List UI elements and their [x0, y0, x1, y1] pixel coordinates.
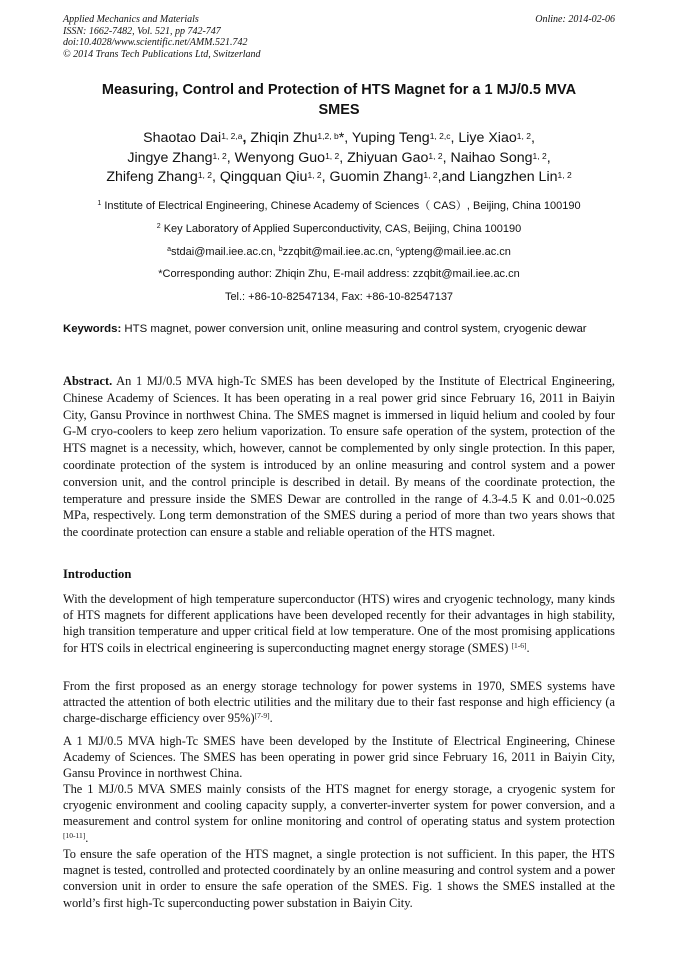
author-name: Yuping Teng: [351, 130, 430, 146]
copyright-line: © 2014 Trans Tech Publications Ltd, Switzerland: [63, 48, 261, 60]
author-name: Liangzhen Lin: [469, 169, 558, 185]
online-date: Online: 2014-02-06: [535, 14, 615, 25]
author-sep: ,and: [437, 169, 470, 185]
author-name: Jingye Zhang: [127, 149, 213, 166]
abstract-text: An 1 MJ/0.5 MVA high-Tc SMES has been developed by the Institute of Electrical Engineering, Chinese Academy of Sciences. It has been operating in a real power grid since February 16, 2011 in Baiyin City, Gansu Province in northwest China. The SMES magnet is immersed in liquid helium and cooled by four G-M cryo-coolers to keep zero helium vaporization. To ensure safe operation of the system, protection of the HTS magnet is a necessity, which, however, cannot be complemented by only single protection. In this paper, coordinate protection of the system is introduced by an online measuring and control system and a power conversion unit, and the control principle is described in detail. By means of the coordinate protection, the temperature and pressure inside the SMES Dewar are controlled in the range of 4.3-4.5 K and 0.01~0.025 MPa, respectively. Long term demonstration of the SMES during a period of more than two years shows that the coordinate protection can ensure a stable and reliable operation of the HTS magnet.: [63, 374, 615, 540]
intro-paragraph-1: [63, 591, 615, 656]
abstract-label: Abstract.: [63, 374, 113, 388]
intro-paragraph-3: A 1 MJ/0.5 MVA high-Tc SMES have been developed by the Institute of Electrical Engineering, Chinese Academy of Sciences. The SMES has been operating in power grid since February 16, 2011 in Baiyin City, Gansu Province in northwest China.: [63, 734, 615, 781]
author-name: Qingquan Qiu: [219, 169, 308, 185]
intro-paragraph-5: To ensure the safe operation of the HTS magnet, a single protection is not sufficient. In this paper, the HTS magnet is tested, controlled and protected coordinately by an online measuring and control system and a power conversion unit in order to ensure the safe operation of the SMES. Fig. 1 shows the SMES installed at the world’s first high-Tc superconducting power substation in Baiyin City.: [63, 847, 615, 910]
author-sep: ,: [546, 149, 551, 166]
doi-line: doi:10.4028/www.scientific.net/AMM.521.742: [63, 37, 248, 48]
section-heading-introduction: Introduction: [63, 567, 132, 581]
author-sep: ,: [450, 130, 459, 146]
author-affil-sup: 1,2, b: [317, 131, 339, 141]
author-affil-sup: 1, 2,c: [429, 131, 451, 141]
author-affil-sup: 1, 2: [423, 170, 438, 180]
citation-ref[interactable]: [1-6]: [511, 640, 527, 650]
title-line-1: Measuring, Control and Protection of HTS Magnet for a 1 MJ/0.5 MVA: [101, 82, 577, 98]
author-affil-sup: 1, 2,a: [221, 131, 243, 141]
author-sep: ,: [226, 149, 235, 166]
author-affil-sup: 1, 2: [428, 150, 443, 161]
author-sep: ,: [321, 169, 330, 185]
author-name: Zhiqin Zhu: [250, 130, 318, 146]
paragraph-text: The 1 MJ/0.5 MVA SMES mainly consists of the HTS magnet for energy storage, a cryogenic system for cryogenic environment and cooling capacity supply, a converter-inverter system for power conversion, and a measurement and control system for online monitoring and control of operating status and system protection: [63, 782, 615, 829]
author-list: [63, 129, 615, 188]
citation-ref[interactable]: [10-11]: [63, 830, 86, 840]
intro-paragraph-4: [63, 781, 615, 846]
paragraph-end: .: [85, 830, 89, 845]
author-affil-sup: 1, 2: [212, 150, 227, 161]
author-affil-sup: 1, 2: [532, 150, 547, 161]
keywords-text: HTS magnet, power conversion unit, online measuring and control system, cryogenic dewar: [121, 323, 587, 335]
author-name: Zhifeng Zhang: [106, 169, 198, 185]
paper-title: [63, 80, 615, 120]
email-link[interactable]: zzqbit@mail.iee.ac.cn,: [282, 246, 396, 258]
author-name: Shaotao Dai: [143, 130, 222, 146]
author-name: Zhiyuan Gao: [347, 149, 429, 166]
keywords: [63, 321, 615, 338]
citation-ref[interactable]: [7-9]: [254, 711, 270, 721]
author-sep: ,: [212, 169, 220, 185]
author-sep: ,: [530, 130, 535, 146]
author-name: Guomin Zhang: [329, 169, 424, 185]
author-affil-sup: 1, 2: [307, 170, 322, 180]
author-name: Naihao Song: [450, 149, 533, 166]
author-sep: *,: [338, 130, 352, 146]
author-sep: ,: [242, 130, 251, 146]
paragraph-end: .: [526, 640, 530, 655]
email-link[interactable]: stdai@mail.iee.ac.cn,: [171, 246, 279, 258]
abstract: [63, 373, 615, 541]
keywords-label: Keywords:: [63, 323, 122, 335]
paragraph-text: From the first proposed as an energy storage technology for power systems in 1970, SMES systems have attracted the attention of both electric utilities and the military due to their fast response and high efficiency (a charge-discharge efficiency over 95%): [63, 679, 615, 726]
author-sep: ,: [339, 149, 348, 166]
author-line-3: [63, 168, 615, 188]
paragraph-text: With the development of high temperature superconductor (HTS) wires and cryogenic technology, many kinds of HTS magnets for different applications have been developed recently for their advantages in high stability, high transition temperature and upper critical field at low temperature. One of the most promising applications for HTS coils in electrical engineering is superconducting magnet energy storage (SMES): [63, 592, 615, 655]
title-line-2: SMES: [318, 102, 360, 118]
intro-paragraph-2: [63, 678, 615, 727]
author-affil-sup: 1, 2: [516, 131, 531, 141]
affiliation-2: [63, 222, 615, 236]
corresponding-author: *Corresponding author: Zhiqin Zhu, E-mail address: zzqbit@mail.iee.ac.cn: [158, 268, 520, 280]
author-affil-sup: 1, 2: [557, 170, 572, 180]
affiliation-sup: 2: [156, 223, 161, 230]
paragraph-end: .: [269, 711, 273, 726]
issn-line: ISSN: 1662-7482, Vol. 521, pp 742-747: [63, 25, 221, 37]
contact-phone: Tel.: +86-10-82547134, Fax: +86-10-82547137: [224, 291, 454, 303]
author-affil-sup: 1, 2: [325, 150, 340, 161]
journal-name: Applied Mechanics and Materials: [63, 14, 199, 25]
email-line: [63, 245, 615, 259]
email-sup: a: [167, 246, 171, 253]
affiliation-1: [63, 199, 615, 213]
affiliation-text: Institute of Electrical Engineering, Chinese Academy of Sciences（ CAS）, Beijing, China 100190: [104, 200, 581, 212]
email-sup: c: [395, 246, 400, 253]
author-line-1: [63, 129, 615, 149]
author-name: Wenyong Guo: [234, 149, 326, 166]
author-affil-sup: 1, 2: [197, 170, 212, 180]
journal-header: [63, 14, 615, 60]
author-sep: ,: [442, 149, 451, 166]
email-sup: b: [278, 246, 283, 253]
affiliation-sup: 1: [97, 200, 102, 207]
author-line-2: [63, 149, 615, 169]
affiliation-text: Key Laboratory of Applied Superconductivity, CAS, Beijing, China 100190: [163, 223, 522, 235]
author-name: Liye Xiao: [458, 130, 517, 146]
email-link[interactable]: ypteng@mail.iee.ac.cn: [399, 246, 511, 258]
